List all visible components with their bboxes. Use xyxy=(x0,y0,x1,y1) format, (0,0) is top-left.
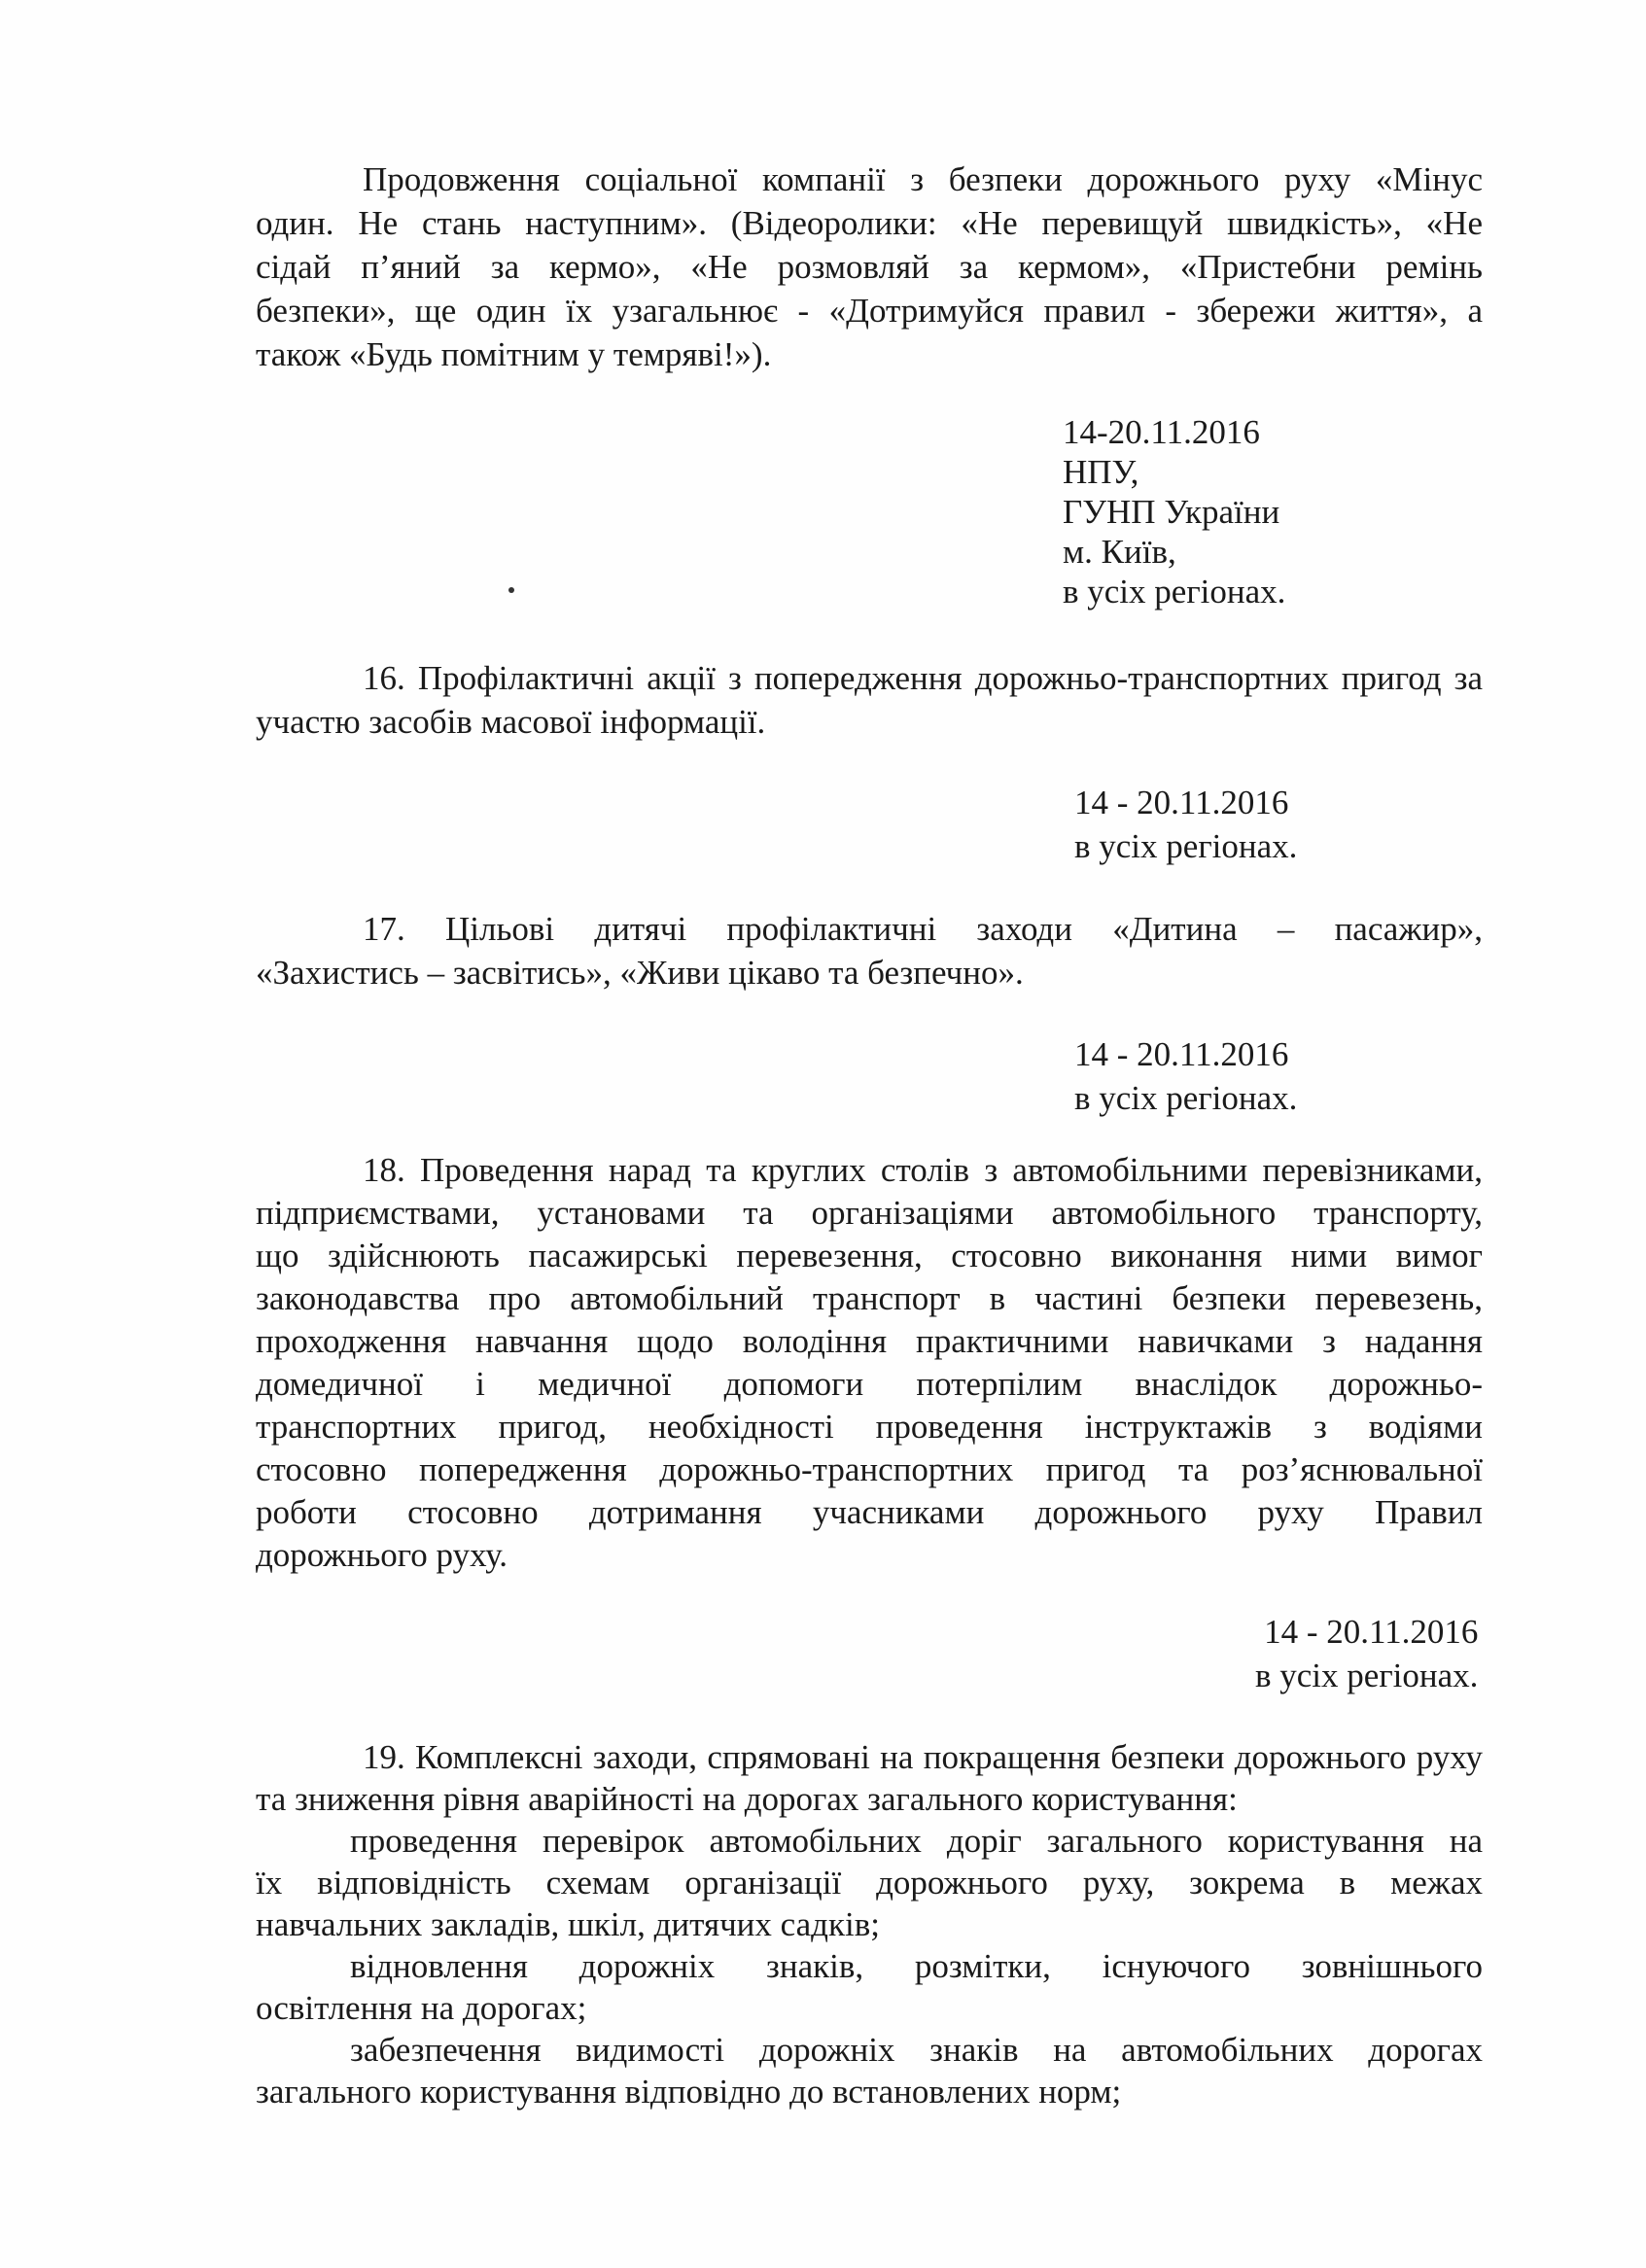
item-16-meta xyxy=(1074,781,1297,868)
item-15-meta xyxy=(1063,412,1285,611)
location: в усіх регіонах. xyxy=(1063,573,1286,611)
item-17-text xyxy=(256,907,1483,994)
location: м. Київ, xyxy=(1063,533,1176,571)
text-line: загального користування відповідно до встановлених норм; xyxy=(256,2073,1122,2111)
scan-speck xyxy=(508,587,514,593)
text-line: роботи стосовно дотримання учасниками дорожнього руху Правил xyxy=(256,1493,1483,1531)
date-range: 14 - 20.11.2016 xyxy=(1074,1035,1289,1073)
text-line: підприємствами, установами та організаціями автомобільного транспорту, xyxy=(256,1194,1483,1232)
date-range: 14 - 20.11.2016 xyxy=(1264,1613,1479,1651)
text-line: домедичної і медичної допомоги потерпілим внаслідок дорожньо- xyxy=(256,1365,1483,1403)
text-line: проведення перевірок автомобільних доріг загального користування на xyxy=(350,1822,1483,1860)
text-line: 18. Проведення нарад та круглих столів з автомобільними перевізниками, xyxy=(363,1151,1483,1189)
text-line: транспортних пригод, необхідності проведення інструктажів з водіями xyxy=(256,1408,1483,1446)
text-line: проходження навчання щодо володіння практичними навичками з надання xyxy=(256,1322,1483,1360)
text-line: що здійснюють пасажирські перевезення, стосовно виконання ними вимог xyxy=(256,1237,1483,1274)
text-line: 16. Профілактичні акції з попередження дорожньо-транспортних пригод за xyxy=(363,659,1483,697)
text-line: відновлення дорожніх знаків, розмітки, існуючого зовнішнього xyxy=(350,1947,1483,1985)
text-line: освітлення на дорогах; xyxy=(256,1989,587,2027)
text-line: безпеки», ще один їх узагальнює - «Дотримуйся правил - збережи життя», а xyxy=(256,292,1483,330)
date-range: 14-20.11.2016 xyxy=(1063,413,1260,451)
location: в усіх регіонах. xyxy=(1074,1079,1298,1117)
item-16-text xyxy=(256,656,1483,744)
text-line: законодавства про автомобільний транспорт в частині безпеки перевезень, xyxy=(256,1279,1483,1317)
text-line: 19. Комплексні заходи, спрямовані на покращення безпеки дорожнього руху xyxy=(363,1738,1483,1776)
date-range: 14 - 20.11.2016 xyxy=(1074,784,1289,821)
item-17-meta xyxy=(1074,1032,1297,1120)
text-line: 17. Цільові дитячі профілактичні заходи «Дитина – пасажир», xyxy=(363,910,1483,948)
text-line: дорожнього руху. xyxy=(256,1536,508,1574)
item-18-meta xyxy=(1255,1610,1478,1697)
text-line: та зниження рівня аварійності на дорогах загального користування: xyxy=(256,1780,1238,1818)
text-line: навчальних закладів, шкіл, дитячих садків; xyxy=(256,1905,880,1943)
location: в усіх регіонах. xyxy=(1074,827,1298,865)
text-line: «Захистись – засвітись», «Живи цікаво та безпечно». xyxy=(256,954,1024,992)
organization: ГУНП України xyxy=(1063,493,1280,531)
location: в усіх регіонах. xyxy=(1255,1657,1479,1694)
text-line: Продовження соціальної компанії з безпеки дорожнього руху «Мінус xyxy=(363,160,1483,198)
text-line: стосовно попередження дорожньо-транспортних пригод та роз’яснювальної xyxy=(256,1450,1483,1488)
item-15-text xyxy=(256,157,1483,376)
text-line: також «Будь помітним у темряві!»). xyxy=(256,335,772,373)
text-line: сідай п’яний за кермо», «Не розмовляй за кермом», «Пристебни ремінь xyxy=(256,248,1483,286)
text-line: забезпечення видимості дорожніх знаків на автомобільних дорогах xyxy=(350,2031,1483,2069)
item-19-text xyxy=(256,1736,1483,2112)
item-18-text xyxy=(256,1149,1483,1577)
text-line: участю засобів масової інформації. xyxy=(256,703,766,741)
organization: НПУ, xyxy=(1063,453,1139,491)
text-line: їх відповідність схемам організації дорожнього руху, зокрема в межах xyxy=(256,1864,1483,1902)
text-line: один. Не стань наступним». (Відеоролики: «Не перевищуй швидкість», «Не xyxy=(256,204,1483,242)
